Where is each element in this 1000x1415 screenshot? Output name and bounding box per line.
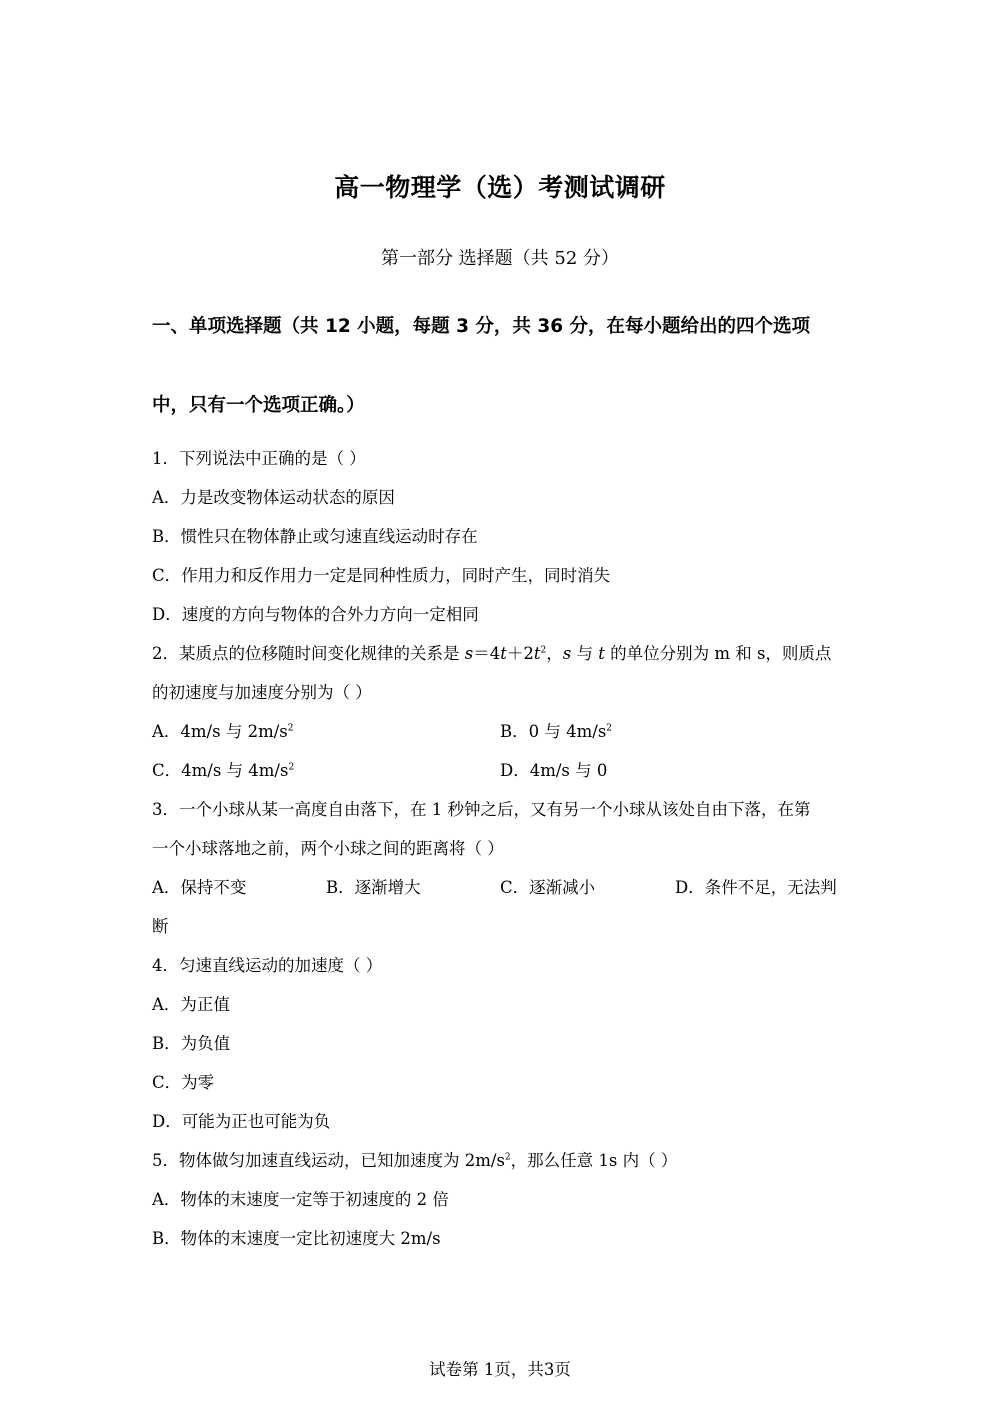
question-2-option-c (152, 757, 294, 781)
page-title: 高一物理学（选）考测试调研 (334, 173, 666, 202)
question-3-option-d-wrap: 断 (152, 917, 169, 936)
q2-stem-post: 的单位分别为 m 和 s，则质点 (604, 644, 832, 663)
q2-eq1: ＝4 (473, 644, 501, 663)
question-5-stem (152, 1147, 677, 1171)
page-footer: 试卷第 1页，共3页 (429, 1360, 571, 1379)
question-3-option-a: A．保持不变 (152, 878, 247, 897)
q2-stem-pre: 2．某质点的位移随时间变化规律的关系是 (152, 644, 465, 663)
q2-c-exp: 2 (288, 762, 295, 773)
question-1-option-d: D．速度的方向与物体的合外力方向一定相同 (152, 605, 479, 624)
question-1-option-c: C．作用力和反作用力一定是同种性质力，同时产生，同时消失 (152, 566, 611, 585)
question-1-option-a: A．力是改变物体运动状态的原因 (152, 488, 395, 507)
q2-a-text: A．4m/s 与 2m/s (152, 722, 288, 741)
question-2-option-d: D．4m/s 与 0 (500, 761, 608, 780)
question-3-option-d: D．条件不足，无法判 (675, 878, 837, 897)
question-4-option-b: B．为负值 (152, 1034, 231, 1053)
question-3-option-c: C．逐渐减小 (500, 878, 596, 897)
question-5-option-b: B．物体的末速度一定比初速度大 2m/s (152, 1229, 441, 1248)
question-4-option-a: A．为正值 (152, 995, 230, 1014)
question-4-stem: 4．匀速直线运动的加速度（ ） (152, 956, 383, 975)
q2-c-text: C．4m/s 与 4m/s (152, 761, 289, 780)
question-3-stem-line-2: 一个小球落地之前，两个小球之间的距离将（ ） (152, 839, 504, 858)
question-4-option-d: D．可能为正也可能为负 (152, 1112, 331, 1131)
question-2-stem (152, 640, 831, 664)
section-heading-line-2: 中，只有一个选项正确。） (152, 395, 365, 416)
q2-comma: ， (546, 644, 563, 663)
q2-var-t3: t (598, 644, 605, 663)
question-3-option-b: B．逐渐增大 (326, 878, 421, 897)
question-2-stem-line-2: 的初速度与加速度分别为（ ） (152, 683, 372, 702)
q2-a-exp: 2 (287, 723, 294, 734)
section-heading-line-1: 一、单项选择题（共 12 小题，每题 3 分，共 36 分，在每小题给出的四个选项 (152, 316, 811, 337)
part-heading: 第一部分 选择题（共 52 分） (380, 248, 620, 269)
q2-exponent: 2 (540, 645, 547, 656)
q5-stem-post: ，那么任意 1s 内（ ） (510, 1151, 678, 1170)
question-5-option-a: A．物体的末速度一定等于初速度的 2 倍 (152, 1190, 449, 1209)
question-1-stem: 1．下列说法中正确的是（ ） (152, 449, 366, 468)
q5-exponent: 2 (504, 1152, 511, 1163)
question-2-option-a (152, 718, 293, 742)
q2-with: 与 (571, 644, 599, 663)
q5-stem-pre: 5．物体做匀加速直线运动，已知加速度为 2m/s (152, 1151, 505, 1170)
q2-var-s: s (464, 644, 474, 663)
question-4-option-c: C．为零 (152, 1073, 215, 1092)
q2-b-text: B．0 与 4m/s (500, 722, 607, 741)
q2-eq2: ＋2 (506, 644, 534, 663)
question-1-option-b: B．惯性只在物体静止或匀速直线运动时存在 (152, 527, 478, 546)
q2-var-t1: t (500, 644, 507, 663)
question-3-stem: 3．一个小球从某一高度自由落下，在 1 秒钟之后，又有另一个小球从该处自由下落，在第 (152, 800, 811, 819)
q2-b-exp: 2 (606, 723, 613, 734)
q2-var-s2: s (562, 644, 572, 663)
q2-var-t2: t (533, 644, 541, 663)
question-2-option-b (500, 718, 612, 742)
